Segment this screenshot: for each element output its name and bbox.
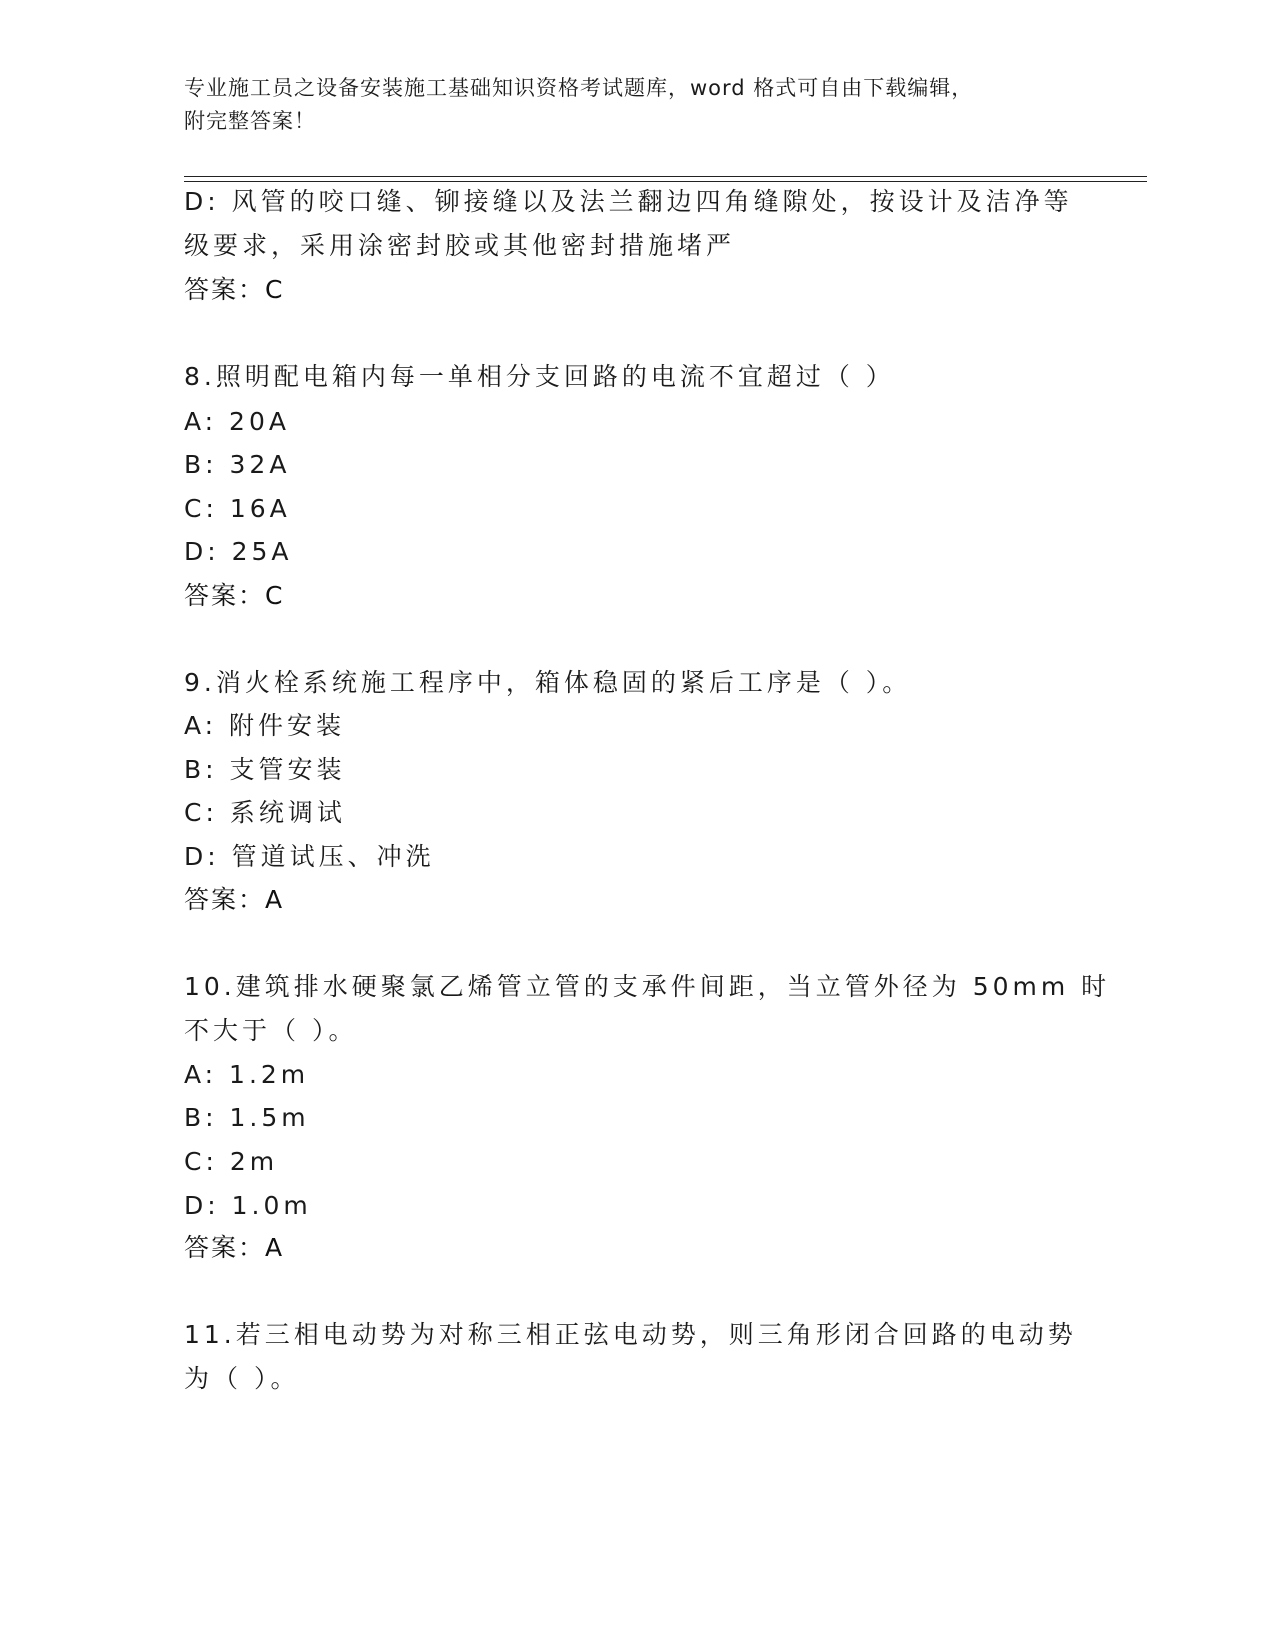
question-8-stem: 8.照明配电箱内每一单相分支回路的电流不宜超过（ ） <box>184 362 895 391</box>
question-9-option-b: B: 支管安装 <box>184 755 346 784</box>
prev-answer: 答案：C <box>184 275 285 304</box>
question-8-option-c: C: 16A <box>184 494 291 523</box>
question-10-answer: 答案：A <box>184 1233 285 1262</box>
document-header <box>184 72 1084 138</box>
header-line-1: 专业施工员之设备安装施工基础知识资格考试题库，word 格式可自由下载编辑， <box>184 76 974 100</box>
header-divider <box>184 176 1147 182</box>
question-9-stem: 9.消火栓系统施工程序中，箱体稳固的紧后工序是（ ）。 <box>184 668 912 697</box>
question-9-option-a: A: 附件安装 <box>184 711 346 740</box>
prev-option-d-line-2: 级要求，采用涂密封胶或其他密封措施堵严 <box>184 231 736 260</box>
question-10-stem-line-2: 不大于（ ）。 <box>184 1016 358 1045</box>
question-8-answer: 答案：C <box>184 581 285 610</box>
question-9-answer: 答案：A <box>184 885 285 914</box>
question-8-option-d: D: 25A <box>184 537 293 566</box>
question-10-option-d: D: 1.0m <box>184 1191 312 1220</box>
header-line-2: 附完整答案！ <box>184 109 316 133</box>
question-11-stem-line-1: 11.若三相电动势为对称三相正弦电动势，则三角形闭合回路的电动势 <box>184 1320 1077 1349</box>
question-10-stem-line-1: 10.建筑排水硬聚氯乙烯管立管的支承件间距，当立管外径为 50mm 时 <box>184 972 1111 1001</box>
question-9-option-d: D: 管道试压、冲洗 <box>184 842 435 871</box>
question-10-option-a: A: 1.2m <box>184 1060 310 1089</box>
question-10-option-c: C: 2m <box>184 1147 279 1176</box>
prev-option-d-line-1: D: 风管的咬口缝、铆接缝以及法兰翻边四角缝隙处，按设计及洁净等 <box>184 187 1073 216</box>
question-11-stem-line-2: 为（ ）。 <box>184 1364 300 1393</box>
question-9-option-c: C: 系统调试 <box>184 798 346 827</box>
question-10-option-b: B: 1.5m <box>184 1103 310 1132</box>
question-8-option-b: B: 32A <box>184 450 291 479</box>
question-8-option-a: A: 20A <box>184 407 290 436</box>
